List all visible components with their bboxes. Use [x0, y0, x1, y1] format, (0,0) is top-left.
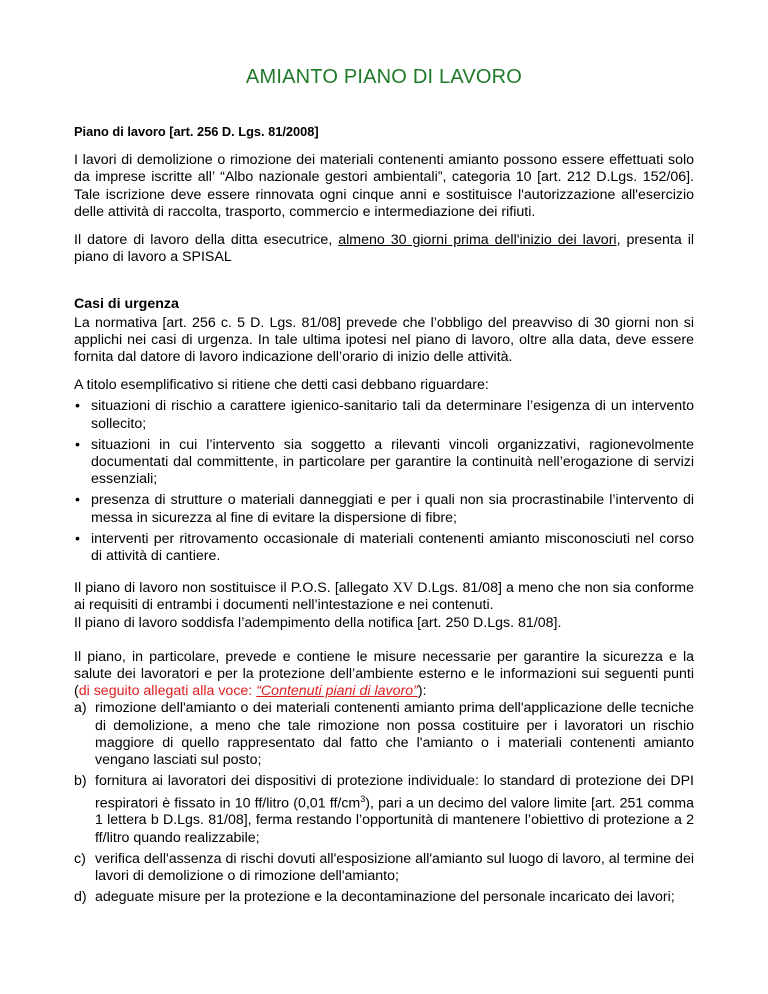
paragraph-misure	[74, 649, 694, 701]
roman-numeral: XV	[392, 580, 414, 597]
paragraph-albo: I lavori di demolizione o rimozione dei materiali contenenti amianto possono essere effettuati solo da imprese iscritte all’ “Albo nazionale gestori ambientali”, categoria 10 [art. 212 D.Lgs. 152/06]. Tale iscrizione deve essere rinnovata ogni cinque anni e sostituisce l'autorizzazione all'esercizio delle attività di raccolta, trasporto, commercio e intermediazione dei rifiuti.	[74, 152, 694, 220]
list-item-text: adeguate misure per la protezione e la decontaminazione del personale incaricato dei lavori;	[95, 889, 675, 906]
contenuti-link[interactable]: “Contenuti piani di lavoro”	[256, 683, 418, 700]
list-item-text: rimozione dell'amianto o dei materiali contenenti amianto prima dell'applicazione delle tecniche di demolizione, a meno che tale rimozione non possa costituire per i lavoratori un rischio maggiore di quello rappresentato dal fatto che l'amianto o i materiali contenenti amianto vengano lasciati sul posto;	[95, 700, 694, 769]
list-item	[74, 437, 694, 489]
section-heading-piano: Piano di lavoro [art. 256 D. Lgs. 81/2008]	[74, 124, 319, 139]
superscript: 3	[360, 793, 366, 804]
deadline-underline: almeno 30 giorni prima dell'inizio dei lavori	[338, 232, 617, 249]
paragraph-esemplificativo: A titolo esemplificativo si ritiene che detti casi debbano riguardare:	[74, 377, 489, 394]
paragraph-pos-pre: Il piano di lavoro non sostituisce il P.O.S. [allegato	[74, 580, 393, 597]
list-letter: d)	[74, 889, 87, 906]
list-item	[74, 773, 694, 847]
urgency-cases-list	[74, 398, 694, 565]
list-item-text: situazioni in cui l’intervento sia soggetto a rilevanti vincoli organizzativi, ragionevolmente documentati dal committente, in particolare per garantire la continuità nell’erogazione di servizi essenziali;	[91, 436, 694, 488]
list-item	[74, 700, 694, 769]
list-item-text: situazioni di rischio a carattere igienico-sanitario tali da determinare l’esigenza di un intervento sollecito;	[91, 398, 694, 432]
paragraph-notifica: Il piano di lavoro soddisfa l’adempimento della notifica [art. 250 D.Lgs. 81/08].	[74, 614, 562, 631]
paragraph-datore-post: , presenta il piano di lavoro a SPISAL	[74, 232, 694, 266]
paragraph-datore	[74, 232, 694, 266]
list-item	[74, 851, 694, 885]
list-letter: a)	[74, 700, 87, 717]
list-item-text: ), pari a un decimo del valore limite [art. 251 comma 1 lettera b D.Lgs. 81/08], ferma restando l’opportunità di mantenere l’obiettivo di protezione a 2 ff/litro quando realizzabile;	[95, 795, 694, 846]
list-item	[74, 398, 694, 432]
bullet-icon: •	[75, 436, 80, 453]
list-item	[74, 492, 694, 526]
section-heading-urgenza: Casi di urgenza	[74, 296, 179, 313]
list-item-text: interventi per ritrovamento occasionale di materiali contenenti amianto misconosciuti nel corso di attività di cantiere.	[91, 530, 694, 565]
paragraph-normativa: La normativa [art. 256 c. 5 D. Lgs. 81/08] prevede che l’obbligo del preavviso di 30 giorni non si applichi nei casi di urgenza. In tale ultima ipotesi nel piano di lavoro, oltre alla data, deve essere fornita dal datore di lavoro indicazione dell’orario di inizio delle attività.	[74, 314, 694, 366]
page-title: AMIANTO PIANO DI LAVORO	[245, 66, 523, 88]
list-letter: b)	[74, 773, 87, 790]
list-item-text: verifica dell'assenza di rischi dovuti all'esposizione all'amianto sul luogo di lavoro, al termine dei lavori di demolizione o di rimozione dell'amianto;	[95, 850, 694, 885]
bullet-icon: •	[75, 492, 80, 509]
bullet-icon: •	[75, 398, 80, 415]
paragraph-misure-pre: Il piano, in particolare, prevede e contiene le misure necessarie per garantire la sicurezza e la salute dei lavoratori e per la protezione dell’ambiente esterno e le informazioni sui seguenti punti (	[74, 648, 694, 700]
paragraph-misure-post: ):	[417, 683, 427, 700]
list-item-text: fornitura ai lavoratori dei dispositivi di protezione individuale: lo standard di protezione dei DPI respiratori è fissato in 10 ff/litro (0,01 ff/cm	[95, 773, 694, 812]
document-body	[74, 123, 694, 910]
list-item	[74, 889, 694, 906]
bullet-icon: •	[75, 530, 80, 547]
list-item-text: presenza di strutture o materiali danneggiati e per i quali non sia procrastinabile l’intervento di messa in sicurezza al fine di evitare la dispersione di fibre;	[91, 492, 694, 526]
red-note: di seguito allegati alla voce:	[78, 683, 257, 700]
paragraph-pos	[74, 580, 694, 614]
list-item	[74, 531, 694, 565]
paragraph-datore-pre: Il datore di lavoro della ditta esecutrice,	[74, 232, 339, 249]
list-letter: c)	[74, 850, 86, 867]
paragraph-pos-post: D.Lgs. 81/08] a meno che non sia conforme ai requisiti di entrambi i documenti nell’intestazione e nei contenuti.	[74, 580, 695, 614]
measures-list	[74, 700, 694, 906]
